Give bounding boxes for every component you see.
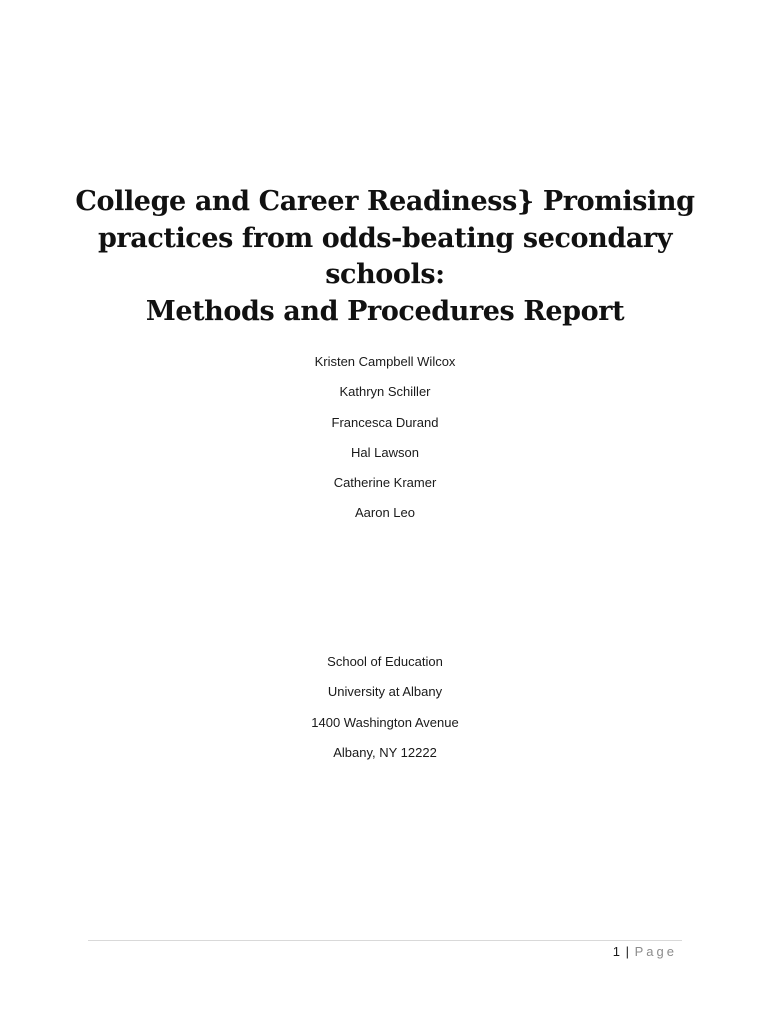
title-line: practices from odds-beating secondary [97, 222, 673, 254]
address-line: School of Education [327, 654, 443, 669]
author-name: Aaron Leo [355, 505, 415, 521]
address-line: University at Albany [327, 684, 443, 700]
author-name: Catherine Kramer [333, 475, 437, 491]
institution-address [185, 647, 585, 768]
title-line: College and Career Readiness} Promising [75, 186, 695, 217]
author-list [185, 347, 585, 529]
author-name: Hal Lawson [351, 444, 419, 460]
author-name: Kathryn Schiller [339, 384, 431, 400]
footer-separator: | [625, 944, 629, 959]
title-line: Methods and Procedures Report [145, 295, 625, 327]
author-name: Kristen Campbell Wilcox [314, 354, 456, 369]
page-label: Page [634, 944, 677, 959]
address-line: Albany, NY 12222 [333, 744, 437, 760]
page-footer [613, 942, 677, 962]
address-line: 1400 Washington Avenue [311, 714, 459, 730]
author-name: Francesca Durand [331, 414, 439, 430]
report-title [60, 184, 710, 330]
page-number: 1 [612, 944, 620, 959]
title-line: schools: [325, 259, 445, 290]
footer-divider [88, 940, 682, 941]
